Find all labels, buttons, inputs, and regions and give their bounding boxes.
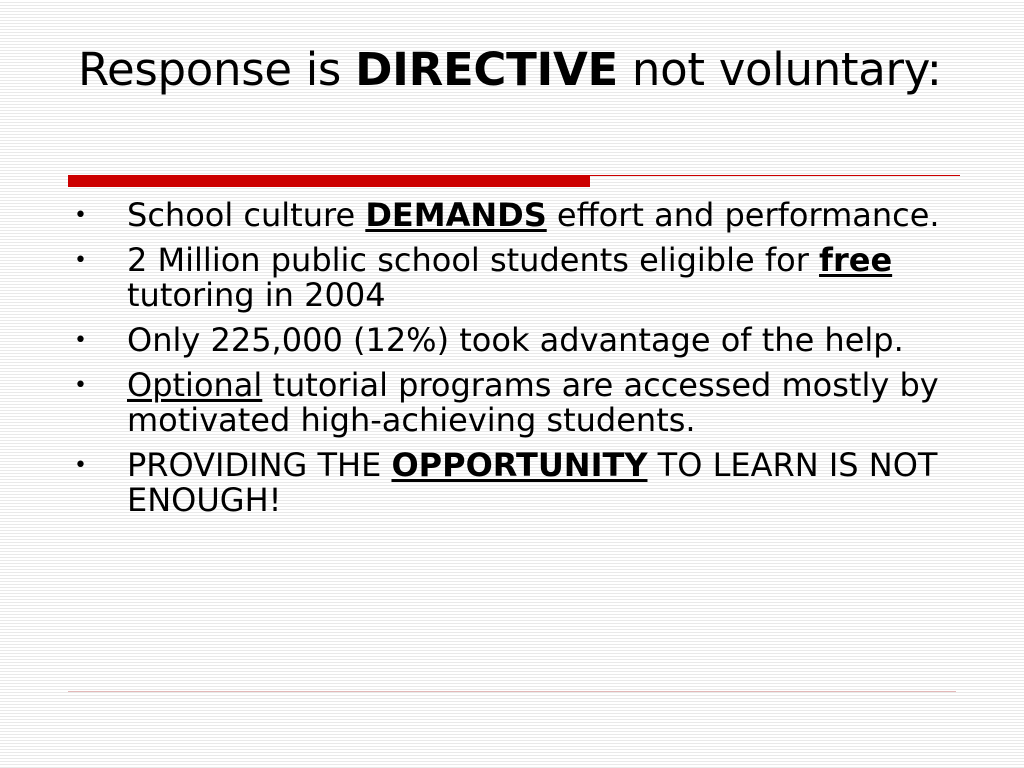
title-emphasis: DIRECTIVE: [355, 43, 618, 96]
bullet-2-emphasis: free: [819, 241, 893, 279]
bullet-icon: •: [74, 203, 87, 228]
bullet-item-5: [72, 448, 952, 518]
title-underline-thick: [68, 175, 590, 187]
bullet-item-3: [72, 323, 952, 358]
bullet-2-text-start: 2 Million public school students eligible for: [127, 241, 820, 279]
bullet-5-text-start: PROVIDING THE: [127, 446, 392, 484]
bullet-1-text-start: School culture: [127, 196, 366, 234]
bullet-2-text-end: tutoring in 2004: [127, 276, 386, 314]
bullet-5-text-end: TO LEARN IS NOT ENOUGH!: [127, 446, 938, 519]
bullet-3-text: Only 225,000 (12%) took advantage of the help.: [127, 321, 904, 359]
bullet-item-1: [72, 198, 952, 233]
bullet-icon: •: [74, 453, 87, 478]
bullet-5-emphasis: OPPORTUNITY: [391, 446, 648, 484]
bullet-icon: •: [74, 328, 87, 353]
bullet-4-emphasis: Optional: [127, 366, 263, 404]
bullet-item-4: [72, 368, 952, 438]
bullet-icon: •: [74, 373, 87, 398]
bullet-1-text-end: effort and performance.: [546, 196, 940, 234]
title-text-end: not voluntary:: [617, 43, 942, 96]
slide-title: [78, 42, 958, 97]
bullet-list: [72, 198, 952, 528]
bullet-1-emphasis: DEMANDS: [365, 196, 547, 234]
bullet-item-2: [72, 243, 952, 313]
footer-divider: [68, 691, 956, 692]
title-text-start: Response is: [78, 43, 356, 96]
bullet-4-text-end: tutorial programs are accessed mostly by motivated high-achieving students.: [127, 366, 939, 439]
title-underline-thin: [590, 175, 960, 176]
bullet-icon: •: [74, 248, 87, 273]
